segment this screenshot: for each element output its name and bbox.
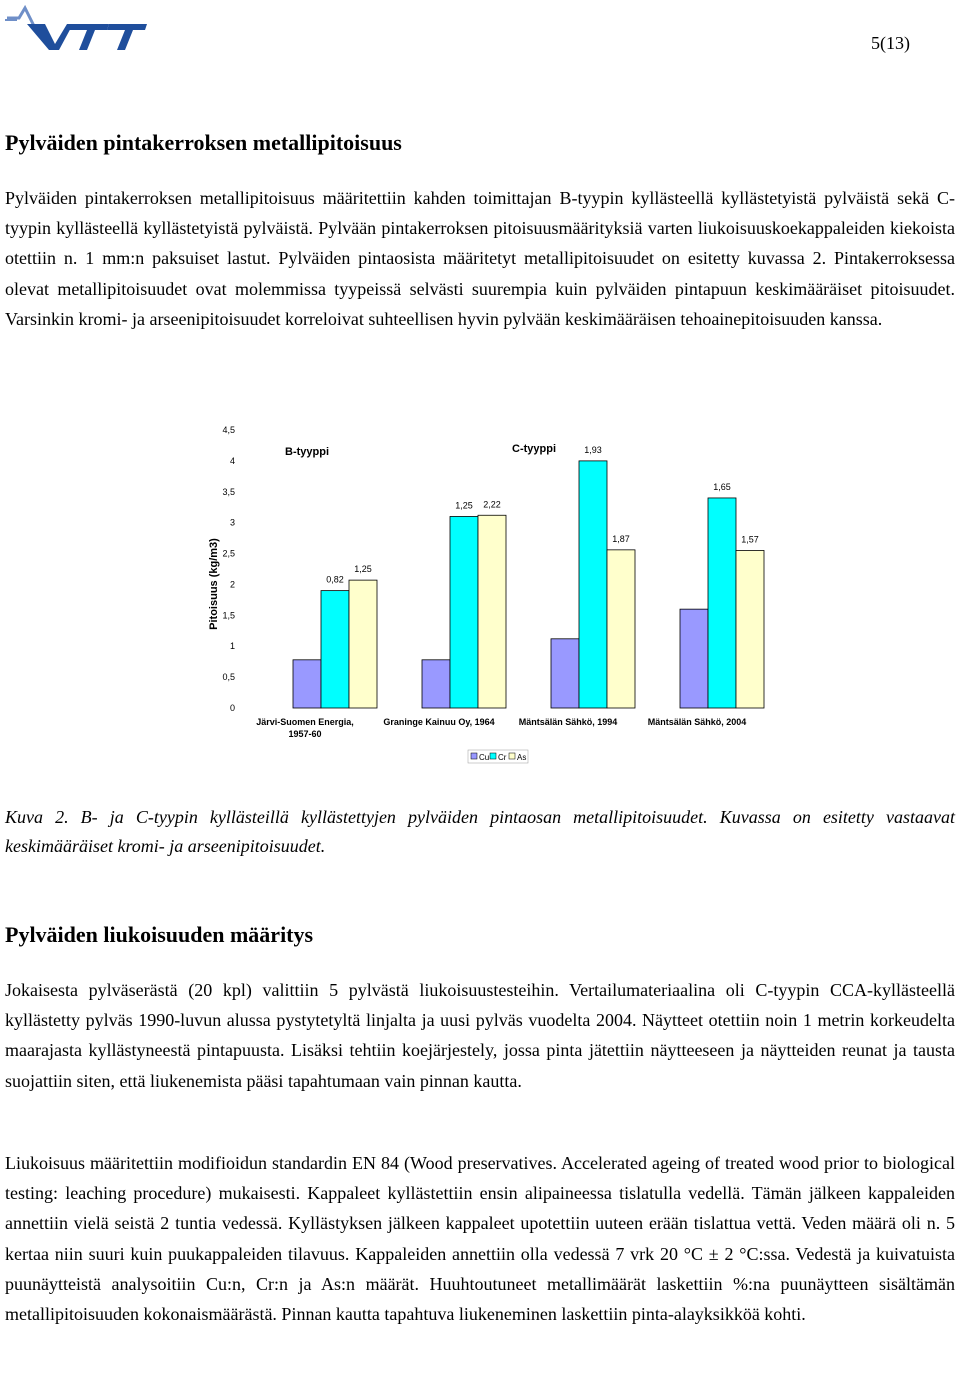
data-label: 1,57 xyxy=(741,534,759,545)
page-number: 5(13) xyxy=(871,33,910,53)
data-label: 1,25 xyxy=(354,564,372,575)
section-heading: Pylväiden pintakerroksen metallipitoisuus xyxy=(5,130,402,155)
annotation-b-type: B-tyyppi xyxy=(285,446,329,458)
legend-swatch-cu xyxy=(471,753,477,759)
bar-cr xyxy=(321,591,349,708)
y-tick-label: 1 xyxy=(229,641,235,652)
bar-as xyxy=(478,515,506,708)
y-tick-label: 2,5 xyxy=(222,548,235,559)
bar-cr xyxy=(708,498,736,708)
figure-caption: Kuva 2. B- ja C-tyypin kyllästeillä kyllästettyjen pylväiden pintaosan metallipitoisuudet. Kuvassa on esitetty vastaavat keskimääräiset kromi- ja arseenipitoisuudet. xyxy=(5,807,955,856)
x-category-label: Järvi-Suomen Energia, xyxy=(256,717,354,727)
bar-cu xyxy=(293,660,321,708)
bar-cr xyxy=(579,461,607,708)
x-category-label: 1957-60 xyxy=(288,729,322,739)
bar-as xyxy=(736,550,764,708)
data-label: 1,87 xyxy=(612,533,630,544)
legend-swatch-as xyxy=(509,753,515,759)
bar-as xyxy=(349,580,377,708)
y-tick-label: 3,5 xyxy=(222,486,235,497)
bar-cu xyxy=(551,639,579,708)
bar-cr xyxy=(450,516,478,708)
bar-as xyxy=(607,550,635,708)
bar-cu xyxy=(680,609,708,708)
x-category-label: Mäntsälän Sähkö, 2004 xyxy=(647,717,747,727)
y-tick-label: 1,5 xyxy=(222,610,235,621)
legend-label: Cu xyxy=(479,753,490,762)
y-tick-label: 0 xyxy=(229,703,235,713)
legend-swatch-cr xyxy=(490,753,496,759)
metal-content-chart xyxy=(200,415,770,765)
y-tick-label: 2 xyxy=(229,579,235,590)
y-axis-label: Pitoisuus (kg/m3) xyxy=(208,538,220,630)
x-category-label: Graninge Kainuu Oy, 1964 xyxy=(383,717,495,727)
body-paragraph: Jokaisesta pylväserästä (20 kpl) valittiin 5 pylvästä liukoisuustesteihin. Vertailumateriaalina oli C-tyypin CCA-kyllästeellä kyllästetty pylväs 1990-luvun alussa pystytetyltä linjalta ja uusi pylväs vuodelta 2004. Näytteet otettiin noin 1 metrin korkeudelta maarajasta kyllästyneestä pintapuusta. Lisäksi tehtiin koejärjestely, jossa pinta jätettiin näytteeseen ja näytteiden reunat ja tausta suojattiin siten, että liukenemista pääsi tapahtumaan vain pinnan kautta. xyxy=(5,980,955,1091)
y-tick-label: 0,5 xyxy=(222,672,235,683)
y-tick-label: 4 xyxy=(229,455,235,466)
data-label: 1,65 xyxy=(713,481,731,492)
data-label: 2,22 xyxy=(483,499,501,510)
data-label: 1,93 xyxy=(584,444,602,455)
legend-label: As xyxy=(517,753,527,762)
annotation-c-type: C-tyyppi xyxy=(512,443,556,455)
data-label: 0,82 xyxy=(326,574,344,585)
y-tick-label: 3 xyxy=(229,517,235,528)
legend-label: Cr xyxy=(498,753,507,762)
chart-svg xyxy=(200,415,770,765)
body-paragraph: Liukoisuus määritettiin modifioidun standardin EN 84 (Wood preservatives. Accelerated ageing of treated wood prior to biological testing: leaching procedure) mukaisesti. Kappaleet kyllästettiin ensin alipaineessa tislatulla vedellä. Tämän jälkeen kappaleiden annettiin vielä seistä 2 tuntia vedessä. Kyllästyksen jälkeen kappaleet upotettiin uuteen erään tislattua vettä. Veden määrä oli n. 5 kertaa niin suuri kuin puukappaleiden tilavuus. Kappaleiden annettiin olla vedessä 7 vrk 20 °C ± 2 °C:ssa. Vedestä ja kuivatuista puunäytteistä analysoitiin Cu:n, Cr:n ja As:n määrät. Huuhtoutuneet metallimäärät laskettiin %:na puunäytteen sisältämän metallipitoisuuden kokonaismäärästä. Pinnan kautta tapahtuva liukeneminen laskettiin pinta-alayksikköä kohti. xyxy=(5,1153,955,1325)
y-tick-label: 4,5 xyxy=(222,425,235,435)
section-heading: Pylväiden liukoisuuden määritys xyxy=(5,922,314,947)
body-paragraph: Pylväiden pintakerroksen metallipitoisuus määritettiin kahden toimittajan B-tyypin kyllästeellä kyllästetyistä pylväistä sekä C-tyypin kyllästeellä kyllästetyistä pylväistä. Pylvään pintakerroksen pitoisuusmäärityksiä varten liukoisuuskoekappaleiden kiekoista otettiin n. 1 mm:n paksuiset lastut. Pylväiden pintaosista määritetyt metallipitoisuudet on esitetty kuvassa 2. Pintakerroksessa olevat metallipitoisuudet ovat molemmissa tyypeissä selvästi suurempia kuin pylväiden pintapuun keskimääräiset pitoisuudet. Varsinkin kromi- ja arseenipitoisuudet korreloivat suhteellisen hyvin pylvään keskimääräisen tehoainepitoisuuden kanssa. xyxy=(5,188,955,329)
x-category-label: Mäntsälän Sähkö, 1994 xyxy=(518,717,618,727)
data-label: 1,25 xyxy=(455,500,473,511)
vtt-logo xyxy=(5,2,150,52)
bar-cu xyxy=(422,660,450,708)
